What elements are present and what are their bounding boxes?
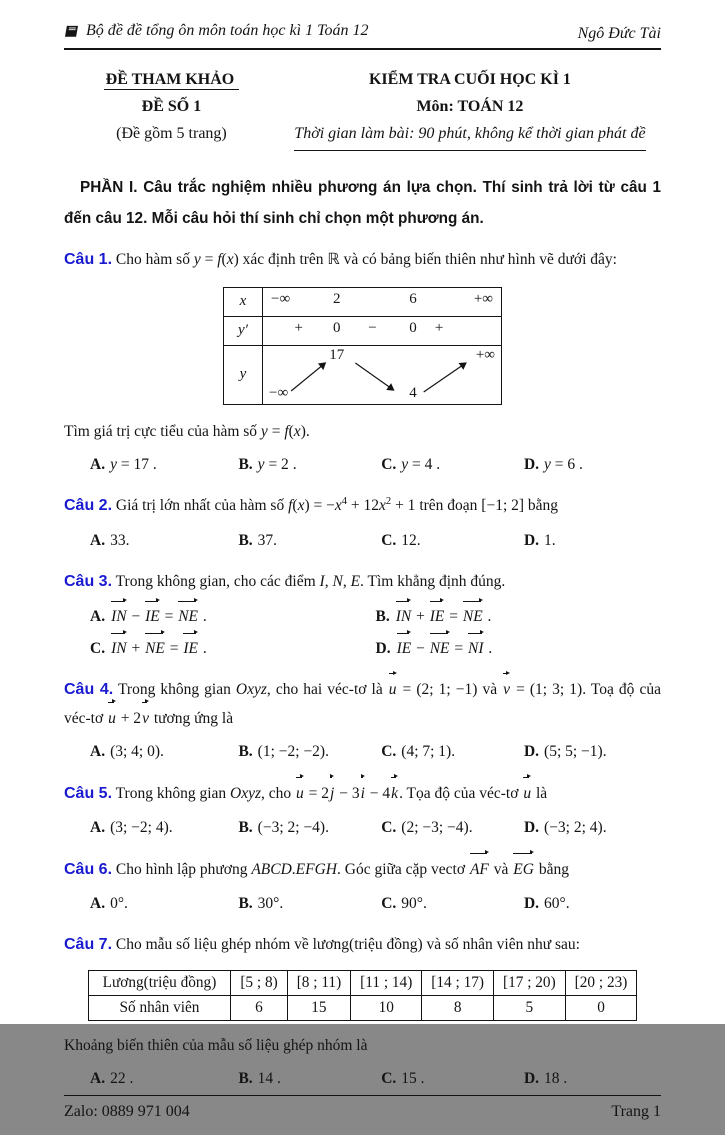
salary-range: [20 ; 23): [565, 970, 637, 995]
question-1-label: Câu 1.: [64, 251, 113, 269]
header-title: Bộ đề đề tổng ôn môn toán học kì 1 Toán 12: [86, 22, 369, 39]
vector: j: [330, 780, 334, 808]
vector: IE: [397, 636, 412, 662]
option-b: B. 30°.: [238, 895, 284, 913]
sign: +: [434, 319, 444, 336]
book-icon: [64, 25, 79, 38]
variation-table-row-x: [224, 288, 501, 316]
question-7: [64, 931, 661, 959]
question-5: [64, 780, 661, 808]
option-c: C. 12.: [381, 531, 421, 549]
vector: NI: [468, 636, 484, 662]
title-right-column: [279, 66, 661, 152]
option-a: A. 22 .: [90, 1070, 134, 1088]
header-left: [64, 22, 369, 40]
option-d: D. 1.: [523, 531, 556, 549]
option-b: B. (−3; 2; −4).: [238, 819, 329, 837]
vector: AF: [470, 856, 489, 884]
employee-count-header: Số nhân viên: [88, 995, 231, 1020]
question-3-label: Câu 3.: [64, 573, 113, 591]
header-author: Ngô Đức Tài: [577, 24, 661, 42]
option-a: A. 33.: [90, 531, 130, 549]
vector-arrow-icon: [361, 777, 363, 778]
x-value: −∞: [271, 290, 291, 307]
vector: NE: [145, 636, 165, 662]
employee-count: 6: [231, 995, 287, 1020]
vector-arrow-icon: [391, 777, 396, 778]
question-6-body: Cho hình lập phương ABCD.EFGH. Góc giữa cặp vectơ AF và EG bằng: [116, 861, 569, 878]
footer-block: [64, 1095, 661, 1135]
salary-table-value-row: [88, 995, 637, 1020]
option-b: B. 37.: [238, 531, 278, 549]
exam-pages-note: (Đề gồm 5 trang): [116, 124, 227, 142]
sign: 0: [333, 319, 341, 336]
option-a: A. (3; 4; 0).: [90, 743, 164, 761]
y-label: y: [224, 346, 263, 404]
option-c: C. y = 4 .: [381, 456, 441, 474]
vector-arrow-icon: [523, 777, 529, 778]
option-c: C. IN + NE = IE .: [90, 636, 376, 662]
employee-count: 5: [493, 995, 565, 1020]
vector-arrow-icon: [463, 601, 481, 602]
question-4-options: [64, 739, 661, 765]
question-3-body: Trong không gian, cho các điểm I, N, E. Tìm khẳng định đúng.: [115, 573, 506, 591]
sign: −: [368, 319, 377, 336]
question-3: [64, 568, 661, 596]
option-b: B. (1; −2; −2).: [238, 743, 329, 761]
question-2-body: Giá trị lớn nhất của hàm số $f(x) = -x^4 + 12x^2 + 1$ trên đoạn [−1; 2] bằng: [115, 496, 559, 515]
salary-range: [11 ; 14): [351, 970, 422, 995]
variation-table: [223, 287, 502, 405]
vector: k: [391, 780, 398, 808]
vector-arrow-icon: [430, 601, 443, 602]
vector-arrow-icon: [142, 702, 147, 703]
vector: NE: [178, 604, 198, 630]
exam-number-label: ĐỀ SỐ 1: [141, 97, 202, 115]
exam-type-label: ĐỀ THAM KHẢO: [64, 66, 279, 93]
vector-arrow-icon: [111, 633, 125, 634]
question-6-options: [64, 891, 661, 917]
variation-arrows: [263, 346, 501, 404]
vector: i: [361, 780, 365, 808]
salary-col-header: Lương(triệu đồng): [88, 970, 231, 995]
vector: IE: [145, 604, 160, 630]
question-2-options: [64, 528, 661, 554]
question-4-label: Câu 4.: [64, 681, 114, 699]
vector-arrow-icon: [145, 601, 158, 602]
option-c: C. 90°.: [381, 895, 427, 913]
option-c: C. (4; 7; 1).: [381, 743, 456, 761]
sign: +: [294, 319, 303, 336]
vector: u: [296, 780, 304, 808]
question-5-options: [64, 815, 661, 841]
option-c: C. 15 .: [381, 1070, 425, 1088]
vector-arrow-icon: [397, 633, 410, 634]
y-max-value: 17: [329, 346, 345, 363]
employee-count: 8: [422, 995, 494, 1020]
vector: u: [108, 705, 116, 733]
vector-arrow-icon: [468, 633, 482, 634]
question-1-prompt: Tìm giá trị cực tiểu của hàm số y = f(x).: [64, 422, 310, 440]
vector: IE: [430, 604, 445, 630]
question-2-label: Câu 2.: [64, 497, 113, 515]
x-label: x: [224, 288, 263, 316]
running-header: [64, 22, 661, 43]
salary-frequency-table: [88, 970, 638, 1021]
footer-zalo: Zalo: 0889 971 004: [64, 1102, 190, 1120]
y-minus-infinity: −∞: [269, 384, 289, 401]
employee-count: 15: [287, 995, 350, 1020]
option-d: D. (5; 5; −1).: [523, 743, 607, 761]
question-5-label: Câu 5.: [64, 784, 113, 802]
question-4: [64, 676, 661, 732]
option-a: A. IN − IE = NE .: [90, 604, 376, 630]
option-b: B. IN + IE = NE .: [376, 604, 662, 630]
vector: v: [142, 705, 149, 733]
vector-arrow-icon: [108, 702, 114, 703]
title-block: [64, 66, 661, 152]
vector-arrow-icon: [430, 633, 448, 634]
option-c: C. (2; −3; −4).: [381, 819, 473, 837]
option-d: D. y = 6 .: [523, 456, 583, 474]
salary-range: [17 ; 20): [493, 970, 565, 995]
x-value: 6: [409, 290, 417, 307]
sign: 0: [409, 319, 417, 336]
question-3-options: [64, 604, 661, 663]
question-7-body: Cho mẫu số liệu ghép nhóm về lương(triệu đồng) và số nhân viên như sau:: [115, 936, 580, 954]
vector: NE: [463, 604, 483, 630]
vector-arrow-icon: [296, 777, 302, 778]
vector: IN: [111, 636, 127, 662]
option-d: D. (−3; 2; 4).: [523, 819, 607, 837]
vector: u: [389, 676, 397, 704]
option-a: A. y = 17 .: [90, 456, 157, 474]
vector-arrow-icon: [389, 673, 395, 674]
option-d: D. IE − NE = NI .: [376, 636, 662, 662]
question-7-label: Câu 7.: [64, 936, 113, 954]
vector-arrow-icon: [513, 853, 532, 854]
vector: u: [523, 780, 531, 808]
vector-arrow-icon: [396, 601, 410, 602]
y-plus-infinity: +∞: [475, 346, 495, 363]
x-value: +∞: [473, 290, 493, 307]
vector-arrow-icon: [111, 601, 125, 602]
exam-subject: Môn: TOÁN 12: [416, 97, 524, 115]
vector-arrow-icon: [183, 633, 196, 634]
vector: v: [503, 676, 510, 704]
x-value: 2: [333, 290, 341, 307]
salary-range: [14 ; 17): [422, 970, 494, 995]
header-rule: [64, 48, 661, 50]
salary-table-header-row: [88, 970, 637, 995]
vector-arrow-icon: [330, 777, 332, 778]
question-2: [64, 492, 661, 520]
part1-heading: PHẦN I. Câu trắc nghiệm nhiều phương án lựa chọn. Thí sinh trả lời từ câu 1 đến câu 12. Mỗi câu hỏi thí sinh chỉ chọn một phương án.: [64, 179, 661, 227]
question-7-options: [64, 1066, 661, 1092]
vector: IN: [396, 604, 412, 630]
vector-arrow-icon: [145, 633, 163, 634]
footer-page-number: Trang 1: [611, 1102, 661, 1120]
vector-arrow-icon: [470, 853, 487, 854]
option-d: D. 18 .: [523, 1070, 568, 1088]
question-6-label: Câu 6.: [64, 860, 113, 878]
employee-count: 0: [565, 995, 637, 1020]
option-a: A. 0°.: [90, 895, 128, 913]
question-6: [64, 856, 661, 884]
vector: IN: [111, 604, 127, 630]
exam-duration: Thời gian làm bài: 90 phút, không kể thời gian phát đề: [279, 120, 661, 151]
employee-count: 10: [351, 995, 422, 1020]
question-1-body: Cho hàm số y = f(x) xác định trên ℝ và có bảng biến thiên như hình vẽ dưới đây:: [115, 251, 617, 269]
vector: EG: [513, 856, 534, 884]
y-min-value: 4: [409, 384, 417, 401]
salary-range: [5 ; 8): [231, 970, 287, 995]
question-7-prompt: Khoảng biến thiên của mẫu số liệu ghép nhóm là: [64, 1036, 368, 1054]
option-b: B. y = 2 .: [238, 456, 297, 474]
question-1: [64, 246, 661, 274]
vector-arrow-icon: [178, 601, 196, 602]
footer-rule: [64, 1095, 661, 1096]
vector: IE: [183, 636, 198, 662]
question-4-body: Trong không gian Oxyz, cho hai véc-tơ là u = (2; 1; −1) và v = (1; 3; 1). Toạ độ của véc-tơ u + 2 v tương ứng là: [64, 681, 661, 726]
variation-table-row-y: [224, 345, 501, 404]
running-footer: [64, 1103, 661, 1121]
option-d: D. 60°.: [523, 895, 570, 913]
vector: NE: [430, 636, 450, 662]
yprime-label: y′: [224, 317, 263, 345]
variation-table-row-yprime: [224, 316, 501, 345]
question-5-body: Trong không gian Oxyz, cho u = 2 j − 3 i − 4 k. Tọa độ của véc-tơ u là: [116, 785, 548, 802]
exam-title: KIỂM TRA CUỐI HỌC KÌ 1: [368, 70, 571, 88]
question-1-options: [64, 452, 661, 478]
salary-range: [8 ; 11): [287, 970, 350, 995]
option-b: B. 14 .: [238, 1070, 281, 1088]
option-a: A. (3; −2; 4).: [90, 819, 173, 837]
vector-arrow-icon: [503, 673, 508, 674]
title-left-column: [64, 66, 279, 152]
